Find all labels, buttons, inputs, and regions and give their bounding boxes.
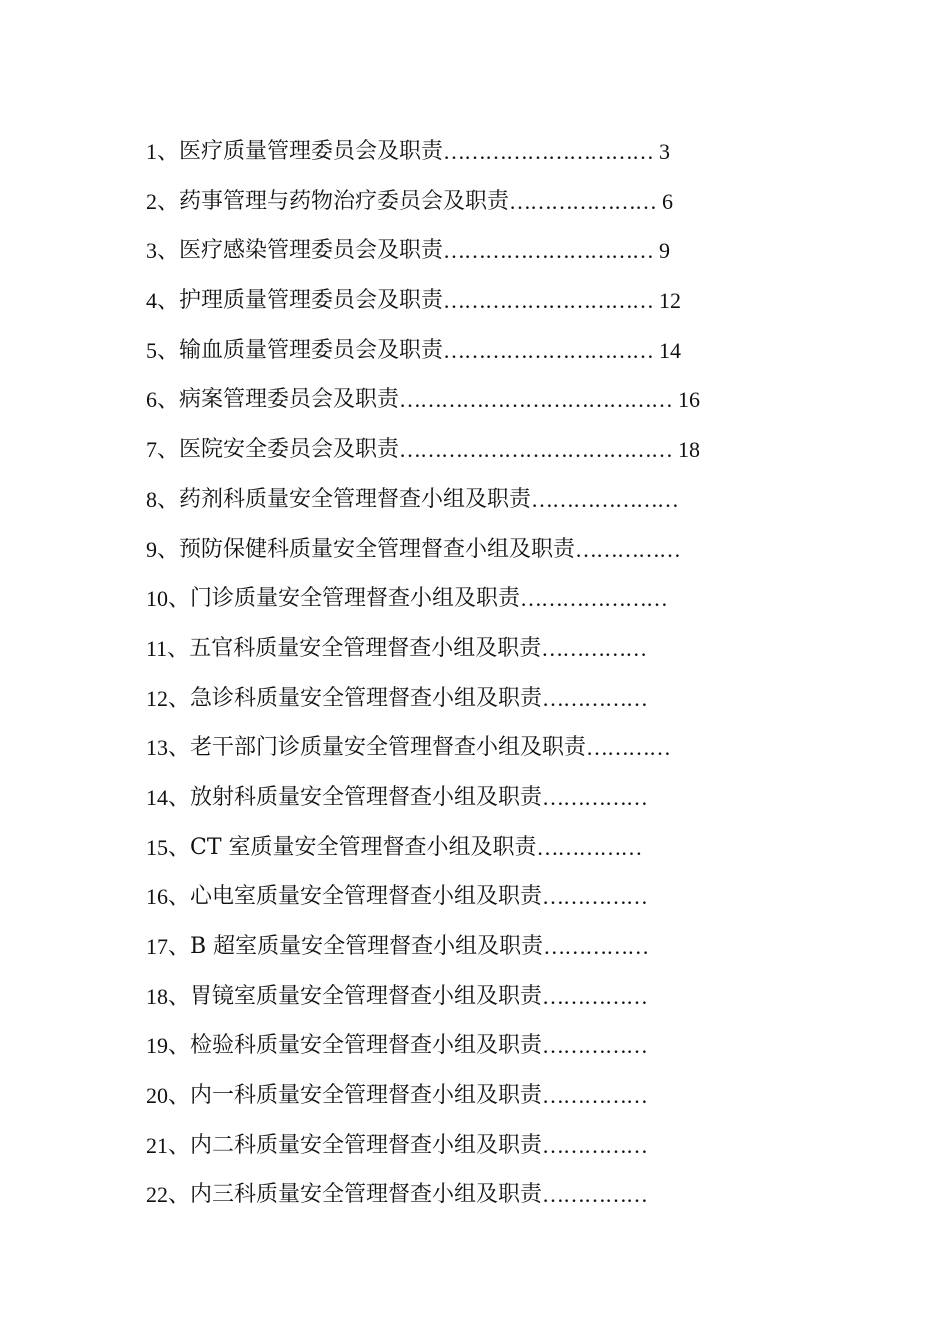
toc-entry-title: 胃镜室质量安全管理督查小组及职责 — [190, 983, 543, 1009]
toc-entry-title: 医院安全委员会及职责 — [179, 437, 400, 463]
toc-leader-dots: …………… — [543, 934, 649, 959]
toc-entry[interactable] — [146, 276, 806, 326]
toc-entry[interactable] — [146, 177, 806, 227]
toc-entry-title: 内二科质量安全管理督查小组及职责 — [190, 1132, 543, 1158]
toc-leader-dots: …………… — [541, 635, 647, 661]
toc-entry-number: 5、 — [146, 337, 180, 363]
toc-entry-number: 1、 — [146, 139, 180, 164]
toc-leader-dots: …………… — [542, 1033, 648, 1059]
toc-entry-title: 放射科质量安全管理督查小组及职责 — [190, 784, 543, 810]
toc-entry-number: 13、 — [146, 735, 191, 761]
toc-entry[interactable] — [146, 127, 806, 177]
toc-entry-number: 14、 — [146, 784, 191, 810]
toc-entry-title: CT 室质量安全管理督查小组及职责 — [190, 834, 537, 860]
toc-leader-dots: …………… — [542, 983, 648, 1009]
toc-entry[interactable] — [146, 1170, 806, 1220]
toc-entry-number: 16、 — [146, 884, 191, 910]
toc-leader-dots: …………… — [542, 1132, 648, 1158]
toc-leader-dots: ………………………… — [443, 139, 654, 164]
toc-page-number: 14 — [659, 337, 682, 363]
toc-entry[interactable] — [146, 823, 806, 873]
toc-entry[interactable] — [146, 723, 806, 773]
toc-entry-title: 门诊质量安全管理督查小组及职责 — [190, 586, 521, 612]
toc-entry-title: 检验科质量安全管理督查小组及职责 — [190, 1033, 543, 1059]
toc-leader-dots: …………… — [575, 536, 681, 562]
toc-entry-number: 17、 — [146, 934, 191, 959]
toc-entry-number: 12、 — [146, 685, 191, 711]
toc-leader-dots: ………………………………… — [399, 387, 673, 413]
toc-entry-title: 医疗质量管理委员会及职责 — [179, 139, 444, 164]
toc-entry[interactable] — [146, 1121, 806, 1171]
toc-entry-title: 预防保健科质量安全管理督查小组及职责 — [179, 536, 576, 562]
toc-entry[interactable] — [146, 475, 806, 525]
toc-entry[interactable] — [146, 872, 806, 922]
toc-entry-number: 9、 — [146, 536, 180, 562]
toc-page-number: 3 — [659, 139, 671, 164]
toc-entry[interactable] — [146, 674, 806, 724]
toc-entry-number: 18、 — [146, 983, 191, 1009]
toc-leader-dots: …………… — [542, 1083, 648, 1109]
toc-leader-dots: …………… — [542, 685, 648, 711]
toc-leader-dots: …………… — [542, 784, 648, 810]
toc-entry-title: 药事管理与药物治疗委员会及职责 — [179, 188, 510, 214]
toc-entry-title: B 超室质量安全管理督查小组及职责 — [190, 934, 544, 959]
toc-page-number: 12 — [659, 288, 682, 314]
toc-entry-title: 输血质量管理委员会及职责 — [179, 337, 444, 363]
toc-entry[interactable] — [146, 1071, 806, 1121]
toc-entry-number: 20、 — [146, 1083, 191, 1109]
toc-entry[interactable] — [146, 972, 806, 1022]
toc-leader-dots: ………………… — [520, 586, 668, 612]
toc-entry-number: 22、 — [146, 1182, 191, 1208]
toc-leader-dots: ………………… — [509, 188, 657, 214]
toc-leader-dots: ………………………………… — [399, 437, 673, 463]
toc-entry-title: 心电室质量安全管理督查小组及职责 — [190, 884, 543, 910]
toc-leader-dots: ………… — [586, 735, 671, 761]
toc-entry-number: 19、 — [146, 1033, 191, 1059]
toc-entry-number: 2、 — [146, 188, 180, 214]
toc-entry-title: 护理质量管理委员会及职责 — [179, 288, 444, 314]
toc-entry-title: 内一科质量安全管理督查小组及职责 — [190, 1083, 543, 1109]
toc-page-number: 16 — [678, 387, 701, 413]
toc-entry-title: 五官科质量安全管理督查小组及职责 — [189, 635, 542, 661]
toc-entry-number: 8、 — [146, 486, 180, 512]
toc-entry-title: 急诊科质量安全管理督查小组及职责 — [190, 685, 543, 711]
toc-leader-dots: ………………… — [531, 486, 679, 512]
toc-entry[interactable] — [146, 624, 806, 674]
toc-entry-title: 老干部门诊质量安全管理督查小组及职责 — [190, 735, 587, 761]
toc-entry[interactable] — [146, 574, 806, 624]
toc-entry-number: 6、 — [146, 387, 180, 413]
toc-entry[interactable] — [146, 1021, 806, 1071]
table-of-contents — [146, 127, 806, 1220]
toc-entry[interactable] — [146, 525, 806, 575]
toc-entry[interactable] — [146, 326, 806, 376]
toc-leader-dots: ………………………… — [443, 288, 654, 314]
toc-entry-title: 药剂科质量安全管理督查小组及职责 — [179, 486, 532, 512]
toc-page-number: 6 — [662, 188, 674, 214]
toc-entry-number: 4、 — [146, 288, 180, 314]
toc-leader-dots: ………………………… — [443, 238, 654, 264]
toc-entry-title: 病案管理委员会及职责 — [179, 387, 400, 413]
toc-entry-number: 15、 — [146, 834, 191, 860]
toc-entry-title: 医疗感染管理委员会及职责 — [179, 238, 444, 264]
toc-entry-number: 21、 — [146, 1132, 191, 1158]
toc-entry-title: 内三科质量安全管理督查小组及职责 — [190, 1182, 543, 1208]
toc-entry-number: 10、 — [146, 586, 191, 612]
toc-entry[interactable] — [146, 375, 806, 425]
toc-entry-number: 7、 — [146, 437, 180, 463]
toc-entry-number: 11、 — [146, 635, 190, 661]
toc-entry[interactable] — [146, 226, 806, 276]
toc-entry[interactable] — [146, 922, 806, 972]
toc-leader-dots: …………… — [536, 834, 642, 860]
toc-entry[interactable] — [146, 425, 806, 475]
toc-entry[interactable] — [146, 773, 806, 823]
toc-leader-dots: …………… — [542, 884, 648, 910]
toc-entry-number: 3、 — [146, 238, 180, 264]
toc-page-number: 18 — [678, 437, 701, 463]
toc-leader-dots: …………… — [542, 1182, 648, 1208]
toc-leader-dots: ………………………… — [443, 337, 654, 363]
toc-page-number: 9 — [659, 238, 671, 264]
